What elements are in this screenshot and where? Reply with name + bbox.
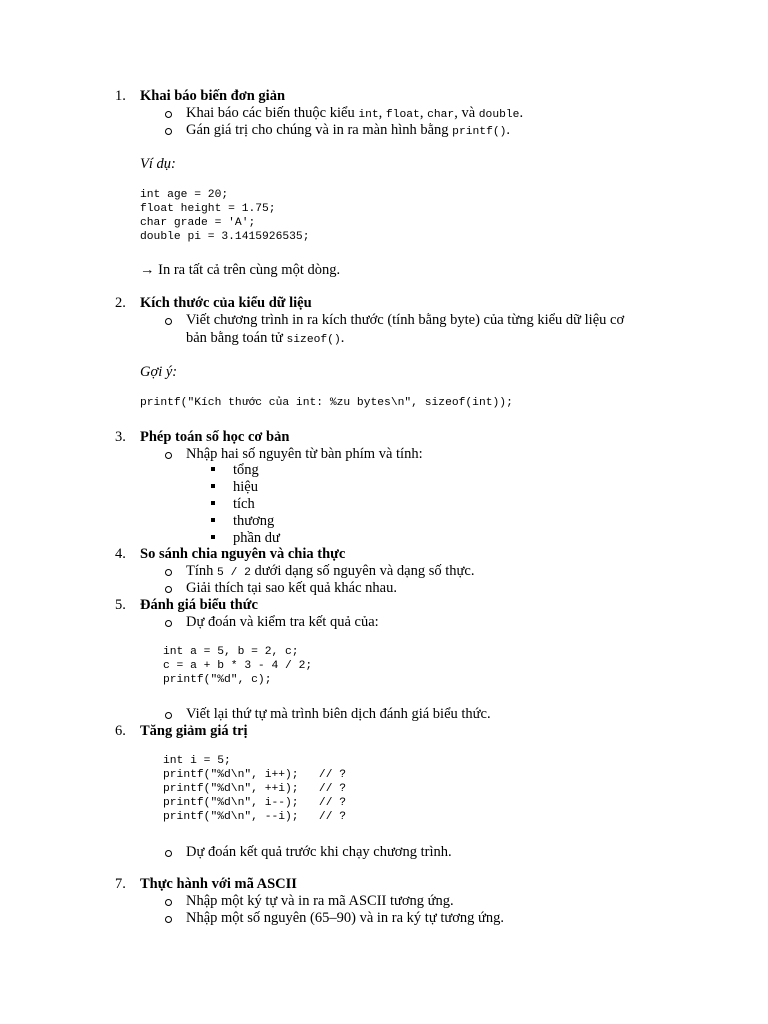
section-6-number: 6. (115, 723, 126, 739)
bullet-circle-icon (165, 899, 172, 906)
section-3-number: 3. (115, 429, 126, 445)
section-1-note: → In ra tất cả trên cùng một dòng. (140, 262, 341, 278)
section-6-title: Tăng giảm giá trị (140, 723, 248, 739)
section-4-title: So sánh chia nguyên và chia thực (140, 546, 346, 562)
section-7-title: Thực hành với mã ASCII (140, 876, 297, 892)
bullet-square-icon (211, 535, 215, 539)
code-line: float height = 1.75; (140, 203, 276, 215)
op-item: phần dư (233, 530, 280, 546)
section-7-number: 7. (115, 876, 126, 892)
op-item: tích (233, 496, 255, 512)
bullet-square-icon (211, 501, 215, 505)
bullet-circle-icon (165, 452, 172, 459)
section-3-title: Phép toán số học cơ bản (140, 429, 290, 445)
section-2-number: 2. (115, 295, 126, 311)
bullet-circle-icon (165, 712, 172, 719)
section-6-bullet-1: Dự đoán kết quả trước khi chạy chương trình. (186, 844, 452, 860)
section-4-number: 4. (115, 546, 126, 562)
section-2-title: Kích thước của kiểu dữ liệu (140, 295, 312, 311)
bullet-circle-icon (165, 620, 172, 627)
section-5-number: 5. (115, 597, 126, 613)
code-line: c = a + b * 3 - 4 / 2; (163, 660, 313, 672)
code-line: int a = 5, b = 2, c; (163, 646, 299, 658)
op-item: tổng (233, 462, 259, 478)
example-label: Ví dụ: (140, 156, 176, 172)
code-line: int i = 5; (163, 755, 231, 767)
section-5-bullet-1: Dự đoán và kiểm tra kết quả của: (186, 614, 379, 630)
bullet-square-icon (211, 467, 215, 471)
code-line: printf("%d", c); (163, 674, 272, 686)
section-1-number: 1. (115, 88, 126, 104)
section-7-bullet-2: Nhập một số nguyên (65–90) và in ra ký tự tương ứng. (186, 910, 504, 926)
code-line: printf("%d\n", i--); // ? (163, 797, 347, 809)
section-4-bullet-2: Giải thích tại sao kết quả khác nhau. (186, 580, 397, 596)
section-1-title: Khai báo biến đơn giản (140, 88, 286, 104)
bullet-circle-icon (165, 128, 172, 135)
bullet-circle-icon (165, 318, 172, 325)
code-line: int age = 20; (140, 189, 229, 201)
bullet-circle-icon (165, 569, 172, 576)
section-1-bullet-2: Gán giá trị cho chúng và in ra màn hình bằng printf(). (186, 122, 511, 138)
op-item: hiệu (233, 479, 258, 495)
section-3-bullet-1: Nhập hai số nguyên từ bàn phím và tính: (186, 446, 423, 462)
bullet-circle-icon (165, 586, 172, 593)
bullet-circle-icon (165, 916, 172, 923)
section-2-bullet-1-line-2: bản bằng toán tử sizeof(). (186, 330, 345, 346)
code-line: printf("%d\n", ++i); // ? (163, 783, 347, 795)
code-line: char grade = 'A'; (140, 217, 256, 229)
bullet-circle-icon (165, 111, 172, 118)
code-line: double pi = 3.1415926535; (140, 231, 310, 243)
section-5-title: Đánh giá biểu thức (140, 597, 258, 613)
section-4-bullet-1: Tính 5 / 2 dưới dạng số nguyên và dạng số thực. (186, 563, 475, 579)
op-item: thương (233, 513, 275, 529)
code-line: printf("%d\n", i++); // ? (163, 769, 347, 781)
code-line: printf("Kích thước của int: %zu bytes\n", sizeof(int)); (140, 397, 513, 409)
section-1-bullet-1: Khai báo các biến thuộc kiểu int, float, char, và double. (186, 105, 524, 121)
section-5-bullet-2: Viết lại thứ tự mà trình biên dịch đánh giá biểu thức. (186, 706, 491, 722)
bullet-square-icon (211, 484, 215, 488)
bullet-circle-icon (165, 850, 172, 857)
code-line: printf("%d\n", --i); // ? (163, 811, 347, 823)
hint-label: Gợi ý: (140, 364, 178, 380)
section-2-bullet-1-line-1: Viết chương trình in ra kích thước (tính bằng byte) của từng kiểu dữ liệu cơ (186, 312, 625, 328)
section-7-bullet-1: Nhập một ký tự và in ra mã ASCII tương ứng. (186, 893, 454, 909)
bullet-square-icon (211, 518, 215, 522)
